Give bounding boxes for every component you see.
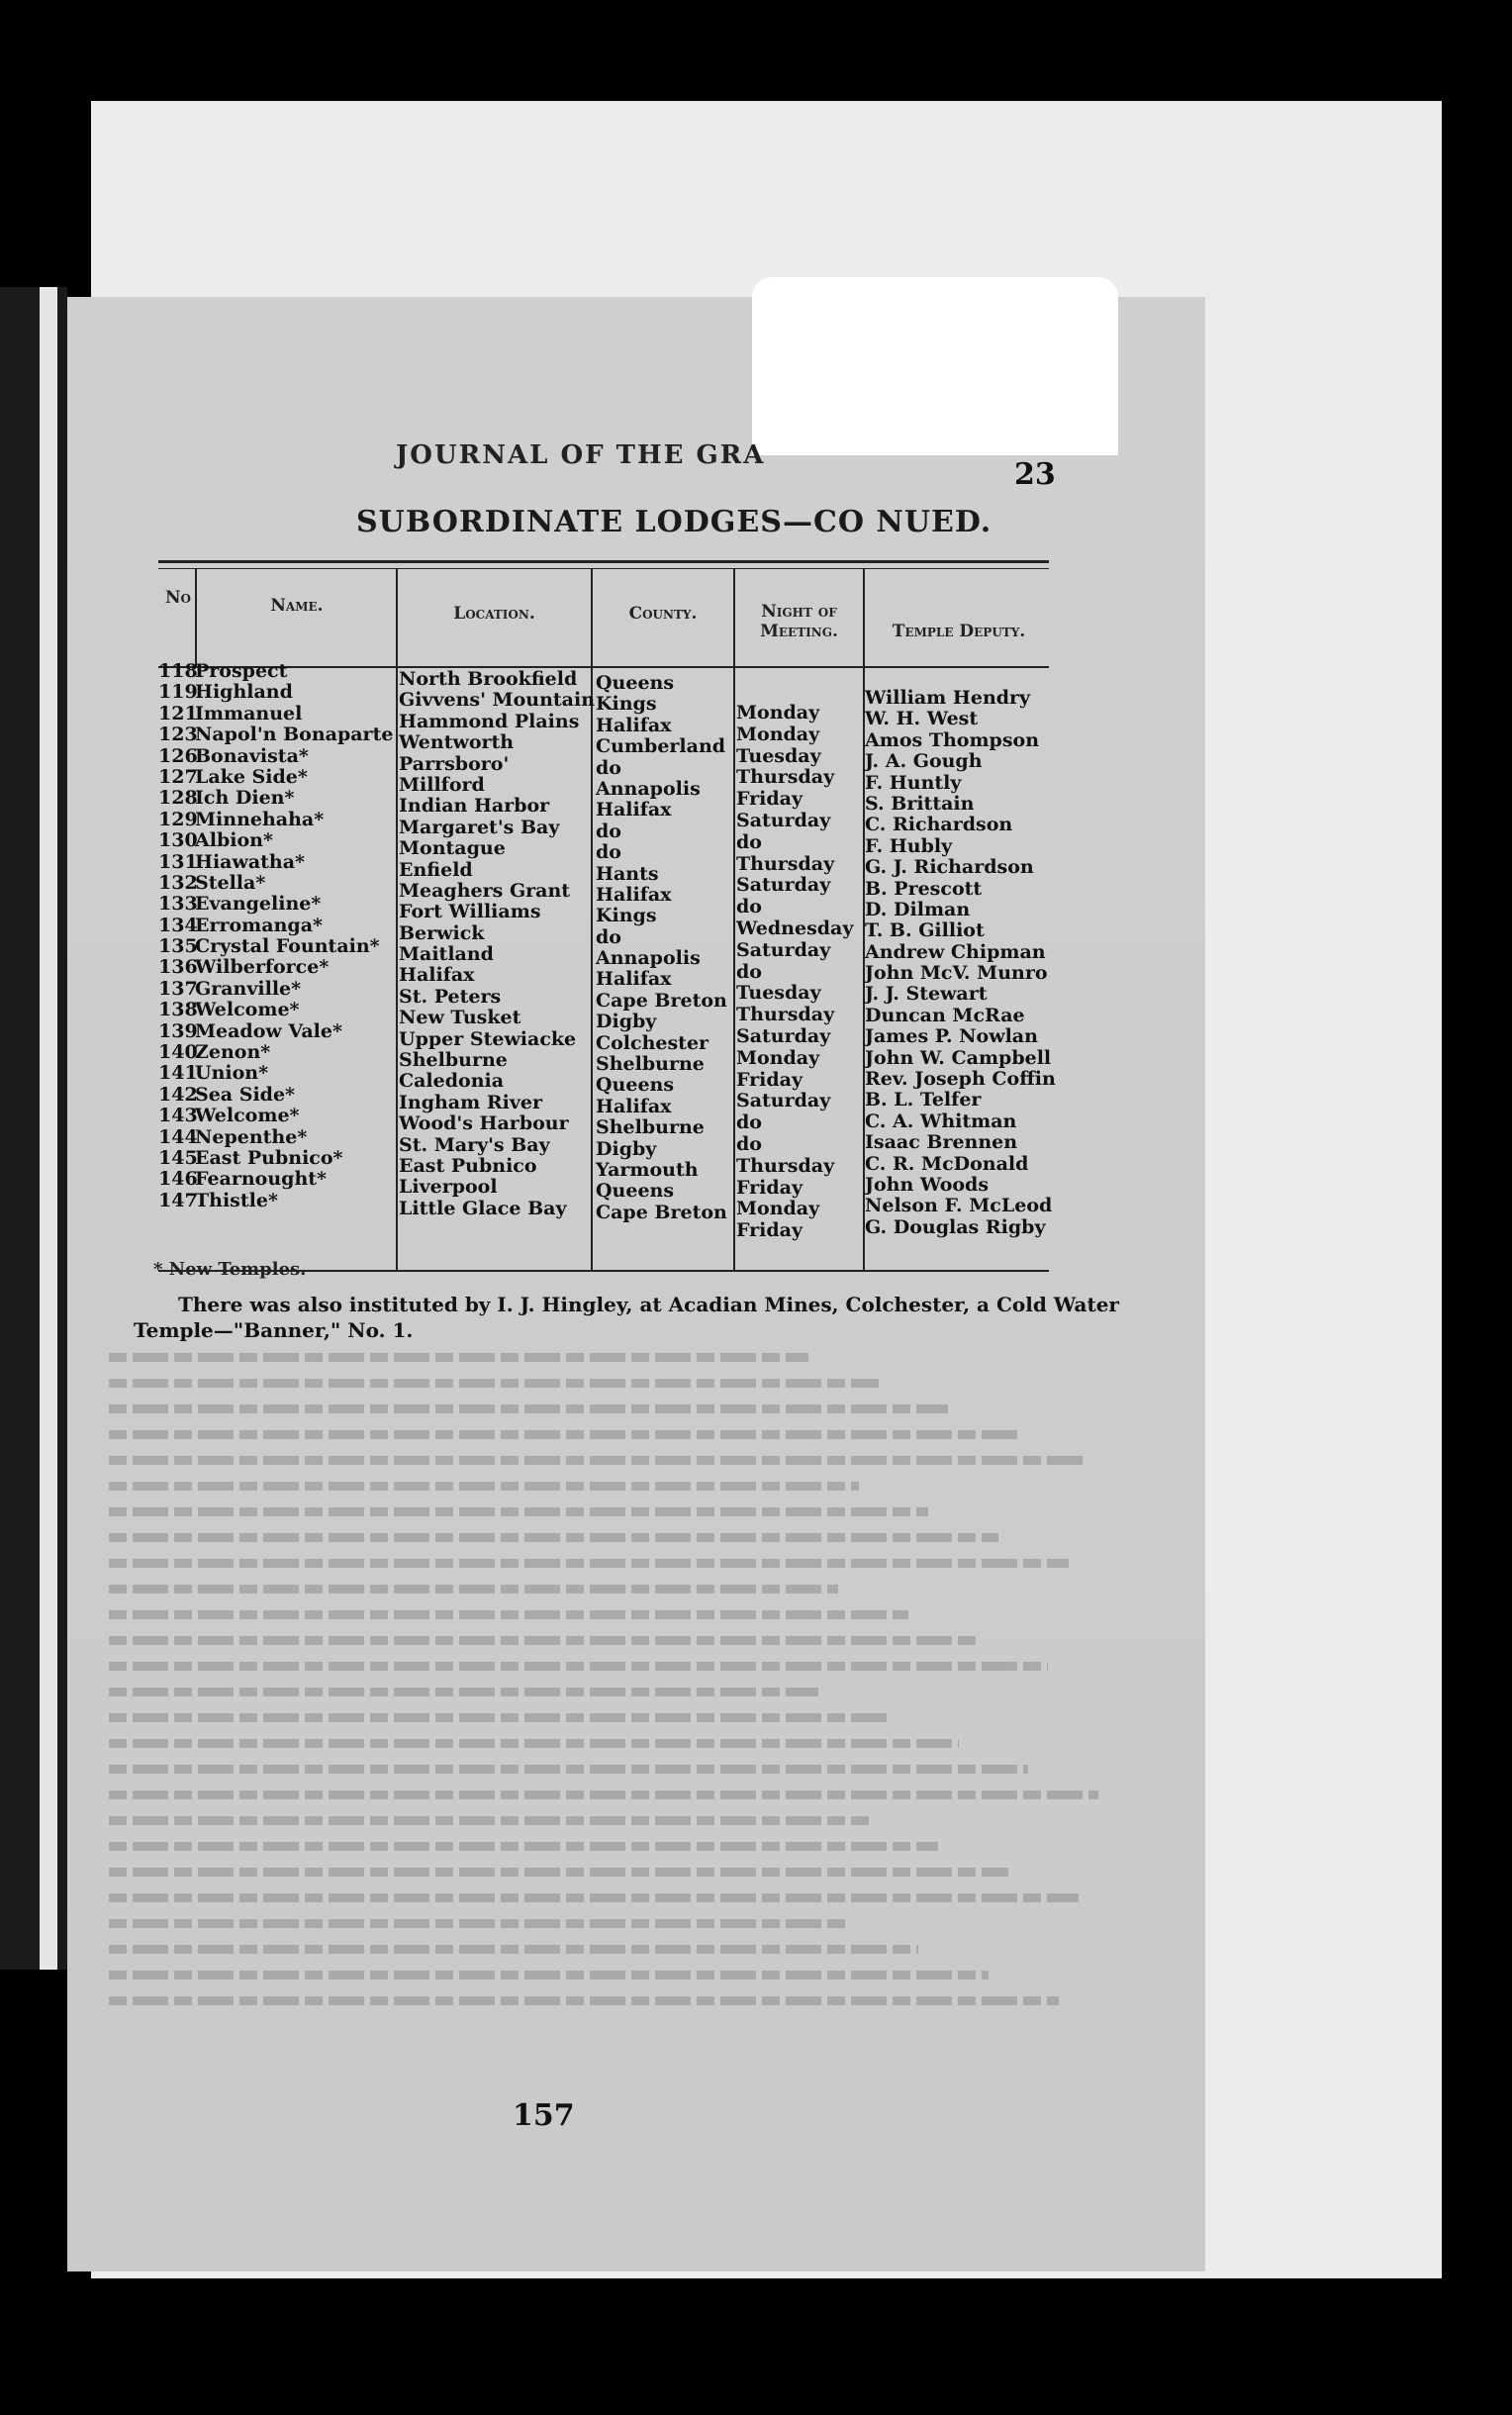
footnote: * New Temples.	[153, 1259, 307, 1280]
lodge-location: St. Peters	[399, 985, 502, 1008]
lodge-county: Halifax	[596, 799, 672, 821]
temple-deputy: Amos Thompson	[865, 728, 1040, 751]
meeting-night: Thursday	[736, 1004, 835, 1026]
column-divider	[396, 569, 398, 1270]
temple-deputy: T. B. Gilliot	[865, 919, 985, 942]
lodge-number: 146	[158, 1168, 198, 1191]
temple-deputy: B. L. Telfer	[865, 1089, 982, 1111]
torn-corner	[752, 277, 1118, 455]
lodge-county: Annapolis	[596, 777, 701, 800]
lodge-county: Cape Breton	[596, 1201, 727, 1223]
lodge-name: Thistle*	[195, 1189, 278, 1211]
lodge-county: Digby	[596, 1137, 657, 1160]
meeting-night: Saturday	[736, 1090, 831, 1112]
lodge-county: Colchester	[596, 1031, 709, 1054]
lodge-number: 119	[158, 681, 198, 704]
temple-deputy: Nelson F. McLeod	[865, 1195, 1053, 1217]
lodge-county: do	[596, 756, 621, 779]
lodge-county: Kings	[596, 905, 657, 927]
temple-deputy: C. Richardson	[865, 814, 1013, 836]
temple-deputy: S. Brittain	[865, 792, 975, 815]
column-deputies	[865, 688, 1056, 1238]
lodge-location: Wentworth	[399, 731, 515, 754]
lodge-name: Minnehaha*	[195, 808, 325, 830]
lodge-number: 144	[158, 1125, 198, 1148]
bleed-line	[109, 1404, 948, 1413]
running-head: JOURNAL OF THE GRA	[396, 440, 766, 470]
addendum-line: There was also instituted by I. J. Hingley, at Acadian Mines, Colchester, a Cold Water	[178, 1293, 1119, 1316]
bleed-line	[109, 1585, 838, 1594]
lodge-county: Queens	[596, 1074, 675, 1097]
lodge-county: Cumberland	[596, 735, 726, 758]
lodge-name: Wilberforce*	[195, 956, 330, 979]
meeting-night: Friday	[736, 1176, 803, 1199]
bleed-line	[109, 1688, 818, 1696]
meeting-night: Saturday	[736, 938, 831, 961]
lodge-name: Welcome*	[195, 1105, 300, 1127]
header-no: No	[165, 588, 191, 608]
lodge-name: Erromanga*	[195, 914, 323, 936]
lodge-location: Liverpool	[399, 1176, 498, 1199]
header-temple-deputy: Temple Deputy.	[892, 622, 1026, 641]
header-location: Location.	[453, 604, 535, 624]
lodge-name: East Pubnico*	[195, 1146, 343, 1169]
lodge-location: Ingham River	[399, 1091, 542, 1113]
lodge-name: Fearnought*	[195, 1168, 327, 1191]
lodge-number: 121	[158, 702, 198, 724]
temple-deputy: F. Hubly	[865, 834, 953, 857]
column-divider	[195, 569, 197, 666]
bleed-line	[109, 1559, 1069, 1568]
bleed-line	[109, 1482, 859, 1491]
bleed-line	[109, 1842, 938, 1851]
bleed-line	[109, 1816, 869, 1825]
bleed-line	[109, 1996, 1059, 2005]
lodge-name: Nepenthe*	[195, 1125, 308, 1148]
lodge-name: Zenon*	[195, 1041, 271, 1064]
temple-deputy: F. Huntly	[865, 771, 962, 794]
lodge-number: 131	[158, 850, 198, 873]
lodge-name: Granville*	[195, 977, 302, 1000]
meeting-night: Tuesday	[736, 744, 821, 767]
meeting-night: do	[736, 896, 762, 918]
lodge-location: Margaret's Bay	[399, 816, 560, 838]
lodge-number: 132	[158, 871, 198, 894]
temple-deputy: W. H. West	[865, 708, 979, 730]
temple-deputy: J. A. Gough	[865, 750, 983, 773]
header-county: County.	[628, 604, 698, 624]
lodge-number: 145	[158, 1146, 198, 1169]
temple-deputy: G. Douglas Rigby	[865, 1215, 1046, 1238]
temple-deputy: John McV. Munro	[865, 962, 1048, 985]
temple-deputy: C. A. Whitman	[865, 1110, 1017, 1132]
bleed-line	[109, 1430, 1018, 1439]
lodge-county: Queens	[596, 1180, 675, 1203]
meeting-night: do	[736, 960, 762, 983]
bleed-line	[109, 1379, 879, 1388]
temple-deputy: William Hendry	[865, 687, 1031, 709]
lodge-location: Millford	[399, 773, 485, 796]
lodge-number: 123	[158, 724, 198, 746]
temple-deputy: Rev. Joseph Coffin	[865, 1068, 1056, 1091]
bleed-line	[109, 1790, 1098, 1799]
temple-deputy: D. Dilman	[865, 898, 971, 920]
meeting-night: Friday	[736, 1219, 803, 1242]
lodge-number: 141	[158, 1062, 198, 1085]
temple-deputy: J. J. Stewart	[865, 983, 988, 1006]
table-top-rule-2	[158, 568, 1049, 569]
bleed-line	[109, 1353, 808, 1362]
folio-number: 157	[513, 2098, 575, 2133]
lodge-number: 136	[158, 956, 198, 979]
lodge-name: Prospect	[195, 660, 288, 682]
lodge-number: 133	[158, 893, 198, 916]
lodge-location: Montague	[399, 837, 506, 860]
column-numbers	[158, 661, 198, 1211]
temple-deputy: Isaac Brennen	[865, 1131, 1018, 1154]
lodge-location: Wood's Harbour	[399, 1112, 569, 1135]
bleed-line	[109, 1662, 1048, 1671]
lodge-number: 126	[158, 744, 198, 767]
bleed-line	[109, 1507, 928, 1516]
lodge-number: 147	[158, 1189, 198, 1211]
meeting-night: Monday	[736, 1046, 820, 1069]
lodge-number: 139	[158, 1019, 198, 1042]
lodge-location: Maitland	[399, 943, 494, 966]
header-name: Name.	[270, 596, 324, 616]
lodge-county: Shelburne	[596, 1053, 705, 1076]
bleed-line	[109, 1636, 979, 1645]
temple-deputy: G. J. Richardson	[865, 856, 1034, 879]
temple-deputy: B. Prescott	[865, 877, 983, 900]
lodge-county: Halifax	[596, 968, 672, 991]
bleed-line	[109, 1713, 889, 1722]
lodge-county: Annapolis	[596, 947, 701, 970]
lodge-number: 130	[158, 829, 198, 852]
lodge-location: Givvens' Mountain	[399, 689, 596, 712]
meeting-night: Monday	[736, 723, 820, 745]
lodge-name: Meadow Vale*	[195, 1019, 342, 1042]
bleed-line	[109, 1971, 989, 1980]
table-top-rule	[158, 560, 1049, 563]
lodge-name: Crystal Fountain*	[195, 935, 380, 958]
lodge-county: do	[596, 925, 621, 948]
lodge-name: Ich Dien*	[195, 787, 295, 810]
bleed-line	[109, 1765, 1028, 1774]
meeting-night: Monday	[736, 702, 820, 724]
lodge-name: Lake Side*	[195, 765, 308, 788]
lodge-number: 128	[158, 787, 198, 810]
lodge-location: Enfield	[399, 858, 473, 881]
lodge-location: North Brookfield	[399, 668, 578, 690]
temple-deputy: C. R. McDonald	[865, 1152, 1029, 1175]
meeting-night: do	[736, 1132, 762, 1155]
lodge-name: Napol'n Bonaparte	[195, 724, 394, 746]
lodge-county: Kings	[596, 693, 657, 716]
meeting-night: Thursday	[736, 766, 835, 789]
bleed-line	[109, 1456, 1088, 1465]
bleed-line	[109, 1533, 998, 1542]
bleed-line	[109, 1868, 1008, 1877]
bleed-through-text	[109, 1336, 1108, 2078]
lodge-number: 143	[158, 1105, 198, 1127]
meeting-night: do	[736, 830, 762, 853]
lodge-location: Hammond Plains	[399, 710, 580, 732]
lodge-name: Highland	[195, 681, 293, 704]
meeting-night: Friday	[736, 1068, 803, 1091]
temple-deputy: Duncan McRae	[865, 1004, 1025, 1026]
lodge-name: Sea Side*	[195, 1083, 295, 1106]
lodge-name: Evangeline*	[195, 893, 322, 916]
lodge-county: do	[596, 820, 621, 842]
temple-deputy: Andrew Chipman	[865, 940, 1046, 963]
meeting-night: Thursday	[736, 1154, 835, 1177]
meeting-night: Saturday	[736, 1024, 831, 1047]
lodge-number: 138	[158, 999, 198, 1021]
lodge-location: Caledonia	[399, 1070, 505, 1093]
meeting-night: Saturday	[736, 874, 831, 897]
lodge-number: 140	[158, 1041, 198, 1064]
lodge-county: Digby	[596, 1011, 657, 1033]
header-night-of-meeting: Night of Meeting.	[760, 602, 838, 641]
bleed-line	[109, 1610, 908, 1619]
lodge-county: do	[596, 841, 621, 864]
lodge-number: 134	[158, 914, 198, 936]
lodge-county: Yarmouth	[596, 1158, 699, 1181]
bleed-line	[109, 1893, 1079, 1902]
lodge-name: Welcome*	[195, 999, 300, 1021]
meeting-night: Thursday	[736, 852, 835, 875]
temple-deputy: John W. Campbell	[865, 1046, 1052, 1069]
column-counties	[596, 673, 727, 1223]
lodge-number: 135	[158, 935, 198, 958]
lodge-number: 129	[158, 808, 198, 830]
lodge-location: Little Glace Bay	[399, 1197, 567, 1219]
lodge-location: Upper Stewiacke	[399, 1027, 577, 1050]
lodge-county: Shelburne	[596, 1116, 705, 1139]
lodge-county: Halifax	[596, 883, 672, 906]
column-divider	[733, 569, 735, 1270]
lodge-name: Hiawatha*	[195, 850, 305, 873]
lodge-location: Indian Harbor	[399, 795, 550, 818]
lodge-name: Albion*	[195, 829, 273, 852]
lodge-location: Shelburne	[399, 1049, 508, 1072]
lodge-location: St. Mary's Bay	[399, 1133, 550, 1156]
lodge-number: 118	[158, 660, 198, 682]
lodge-location: Fort Williams	[399, 901, 541, 923]
lodge-location: East Pubnico	[399, 1154, 537, 1177]
lodge-name: Immanuel	[195, 702, 303, 724]
section-title: SUBORDINATE LODGES—CO NUED.	[356, 505, 992, 539]
meeting-night: do	[736, 1111, 762, 1134]
meeting-night: Monday	[736, 1198, 820, 1220]
lodge-location: Berwick	[399, 921, 485, 944]
lodge-name: Bonavista*	[195, 744, 309, 767]
lodge-county: Halifax	[596, 1095, 672, 1117]
lodge-location: New Tusket	[399, 1007, 521, 1029]
adjacent-page-edge	[0, 287, 67, 1970]
lodge-location: Meaghers Grant	[399, 879, 571, 902]
lodge-number: 142	[158, 1083, 198, 1106]
bleed-line	[109, 1919, 848, 1928]
column-meetings	[736, 703, 853, 1242]
addendum-line: Temple—"Banner," No. 1.	[134, 1318, 414, 1342]
bleed-line	[109, 1739, 959, 1748]
meeting-night: Tuesday	[736, 982, 821, 1005]
column-names	[195, 661, 393, 1211]
lodge-county: Cape Breton	[596, 989, 727, 1012]
lodge-county: Halifax	[596, 714, 672, 736]
lodge-number: 137	[158, 977, 198, 1000]
temple-deputy: James P. Nowlan	[865, 1025, 1038, 1048]
column-locations	[399, 669, 595, 1219]
lodge-location: Parrsboro'	[399, 752, 510, 775]
lodge-name: Union*	[195, 1062, 269, 1085]
meeting-night: Saturday	[736, 809, 831, 831]
lodge-county: Queens	[596, 672, 675, 694]
bleed-line	[109, 1945, 918, 1954]
meeting-night: Wednesday	[736, 917, 854, 939]
page-number: 23	[1014, 457, 1056, 492]
temple-deputy: John Woods	[865, 1173, 990, 1196]
meeting-night: Friday	[736, 788, 803, 811]
lodge-name: Stella*	[195, 871, 266, 894]
lodge-county: Hants	[596, 862, 659, 885]
lodge-number: 127	[158, 765, 198, 788]
lodge-location: Halifax	[399, 964, 475, 987]
